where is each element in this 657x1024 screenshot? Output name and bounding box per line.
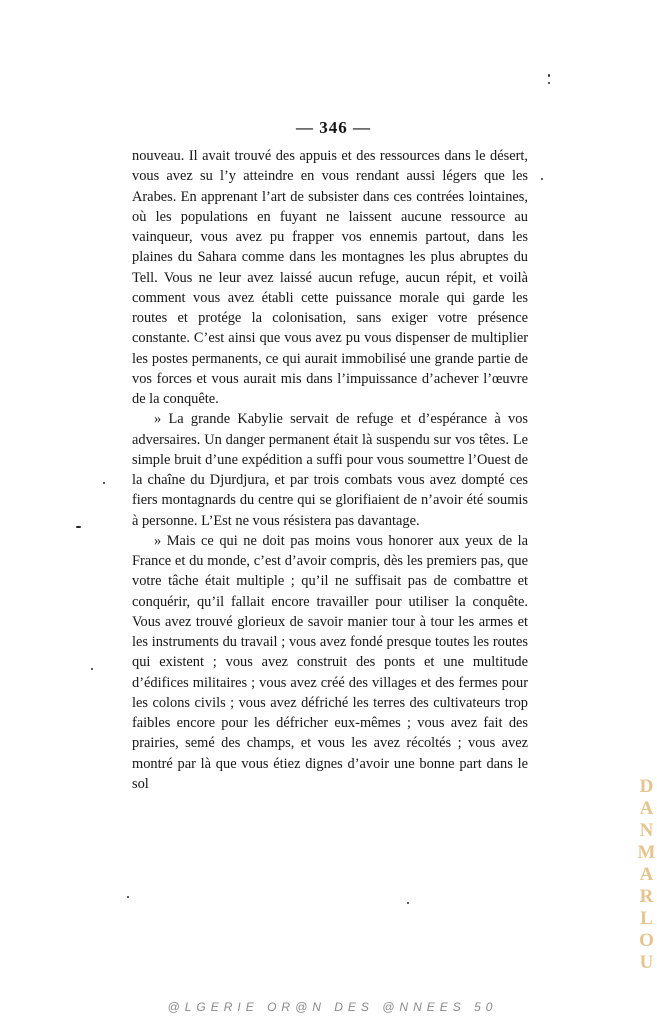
page-number: — 346 — [296, 118, 371, 137]
side-stamp-watermark: DANMARLOU [636, 776, 657, 974]
paragraph-2: » La grande Kabylie servait de refuge et d’espérance à vos adversaires. Un danger permanent était là suspendu sur vos têtes. Le simple bruit d’une expédition a suffi pour vous soumettre l’Ouest de la chaîne du Djurdjura, et par trois combats vous avez dompté ces fiers montagnards du centre qui se glorifiaient de n’avoir été soumis à personne. L’Est ne vous résistera pas davantage. [132, 411, 528, 529]
scan-speck [91, 668, 93, 670]
footer-watermark: @LGERIE OR@N DES @NNEES 50 [167, 1000, 498, 1014]
scan-speck [127, 896, 129, 898]
scan-speck [541, 178, 543, 180]
scan-speck [407, 902, 409, 904]
body-text [132, 146, 528, 794]
scan-speck [103, 482, 105, 484]
scan-speck [76, 526, 81, 528]
scan-speck [548, 74, 550, 77]
paragraph-3: » Mais ce qui ne doit pas moins vous honorer aux yeux de la France et du monde, c’est d’avoir compris, dès les premiers pas, que votre tâche était multiple ; qu’il ne suffisait pas de combattre et conquérir, qu’il fallait encore travailler pour utiliser la conquête. Vous avez trouvé glorieux de savoir manier tour à tour les armes et les instruments du travail ; vous avez fondé presque toutes les routes qui existent ; vous avez construit des ponts et une multitude d’édifices militaires ; vous avez créé des villages et des fermes pour les colons civils ; vous avez défriché les terres des cultivateurs trop faibles encore pour les défricher eux-mêmes ; vous avez fait des prairies, semé des champs, et vous les avez récoltés ; vous avez montré par là que vous étiez dignes d’avoir une bonne part dans le sol [132, 532, 528, 792]
scan-speck [548, 82, 550, 84]
paragraph-1: nouveau. Il avait trouvé des appuis et des ressources dans le désert, vous avez su l’y atteindre en vous rendant aussi légers que les Arabes. En apprenant l’art de subsister dans ces contrées lointaines, où les populations en fuyant ne laissent aucune ressource au vainqueur, vous avez pu frapper vos ennemis partout, dans les plaines du Sahara comme dans les montagnes les plus abruptes du Tell. Vous ne leur avez laissé aucun refuge, aucun répit, et voilà comment vous avez établi cette puissance morale qui garde les routes et protége la colonisation, sans exiger votre présence constante. C’est ainsi que vous avez pu vous dispenser de multiplier les postes permanents, ce qui aurait immobilisé une grande partie de vos forces et vous aurait mis dans l’impuissance d’achever l’œuvre de la conquête. [132, 148, 528, 407]
